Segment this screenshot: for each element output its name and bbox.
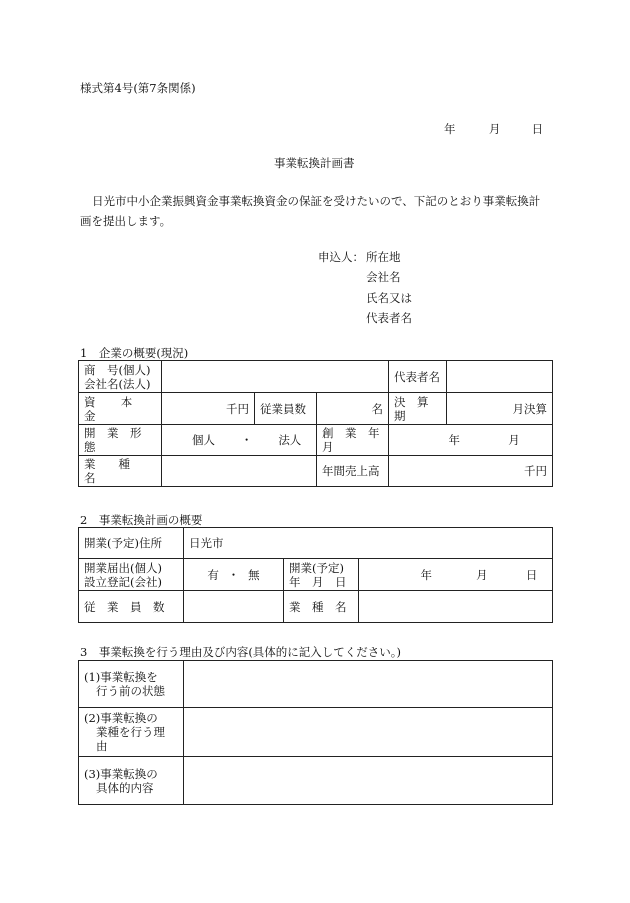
body-text-line1: 日光市中小企業振興資金事業転換資金の保証を受けたいので、下記のとおり事業転換計 — [92, 194, 541, 208]
capital-field[interactable]: 千円 — [162, 393, 255, 425]
individual-option[interactable]: 個人 — [192, 433, 215, 447]
applicant-name: 氏名又は — [366, 291, 412, 305]
separator-dot: ・ — [240, 433, 253, 447]
planned-month: 月 — [476, 567, 488, 582]
applicant-prefix: 申込人： — [318, 250, 364, 264]
trade-name-field[interactable] — [162, 361, 389, 393]
employees-label: 従業員数 — [255, 393, 317, 425]
employees-label: 従 業 員 数 — [79, 591, 184, 623]
employees-field[interactable] — [184, 591, 284, 623]
reason-content-table — [78, 660, 553, 805]
item-field-3[interactable] — [184, 757, 553, 805]
date-year: 年 — [444, 122, 456, 136]
business-form-label: 開 業 形 態 — [79, 425, 162, 456]
item-label-2: (2)事業転換の 業種を行う理 由 — [79, 708, 184, 757]
capital-label: 資 本 金 — [79, 393, 162, 425]
conversion-plan-table — [78, 527, 553, 623]
table-row — [79, 559, 553, 591]
planned-date-field[interactable] — [359, 559, 553, 591]
employees-field[interactable]: 名 — [317, 393, 389, 425]
annual-sales-label: 年間売上高 — [317, 456, 389, 487]
company-overview-table — [78, 360, 553, 487]
planned-year: 年 — [420, 567, 432, 582]
annual-sales-field[interactable]: 千円 — [389, 456, 553, 487]
planned-address-label: 開業(予定)住所 — [79, 528, 184, 559]
yes-option[interactable]: 有 — [207, 567, 219, 582]
table-row — [79, 528, 553, 559]
table-row — [79, 661, 553, 708]
founded-year: 年 — [448, 433, 461, 447]
section1-heading: 1 企業の概要(現況) — [80, 346, 189, 360]
separator-dot: ・ — [227, 567, 240, 582]
section3-heading: 3 事業転換を行う理由及び内容(具体的に記入してください。) — [80, 645, 402, 659]
applicant-address: 所在地 — [366, 250, 401, 264]
table-row — [79, 456, 553, 487]
table-row — [79, 393, 553, 425]
trade-name-label: 商 号(個人) 会社名(法人) — [79, 361, 162, 393]
corporation-option[interactable]: 法人 — [278, 433, 302, 447]
representative-label: 代表者名 — [389, 361, 447, 393]
table-row — [79, 361, 553, 393]
item-label-1: (1)事業転換を 行う前の状態 — [79, 661, 184, 708]
industry-label: 業 種 名 — [284, 591, 359, 623]
business-form-field[interactable] — [162, 425, 317, 456]
founded-month: 月 — [508, 433, 520, 447]
registration-label: 開業届出(個人) 設立登記(会社) — [79, 559, 184, 591]
founded-field[interactable] — [389, 425, 553, 456]
fiscal-label: 決 算 期 — [389, 393, 447, 425]
representative-field[interactable] — [447, 361, 553, 393]
table-row — [79, 591, 553, 623]
item-field-2[interactable] — [184, 708, 553, 757]
body-text-line2: 画を提出します。 — [80, 214, 172, 228]
section2-heading: 2 事業転換計画の概要 — [80, 513, 203, 527]
applicant-company: 会社名 — [366, 270, 401, 284]
date-month: 月 — [488, 122, 501, 136]
item-field-1[interactable] — [184, 661, 553, 708]
planned-day: 日 — [525, 567, 538, 582]
no-option[interactable]: 無 — [248, 567, 260, 582]
industry-label: 業 種 名 — [79, 456, 162, 487]
registration-field[interactable] — [184, 559, 284, 591]
table-row — [79, 708, 553, 757]
date-line — [444, 121, 543, 137]
applicant-representative: 代表者名 — [366, 311, 412, 325]
industry-field[interactable] — [359, 591, 553, 623]
date-day: 日 — [531, 122, 544, 136]
founded-label: 創 業 年 月 — [317, 425, 389, 456]
planned-address-field[interactable]: 日光市 — [184, 528, 553, 559]
form-number: 様式第4号(第7条関係) — [80, 81, 196, 95]
page-title: 事業転換計画書 — [274, 156, 355, 170]
planned-date-label: 開業(予定) 年 月 日 — [284, 559, 359, 591]
fiscal-field[interactable]: 月決算 — [447, 393, 553, 425]
industry-field[interactable] — [162, 456, 317, 487]
item-label-3: (3)事業転換の 具体的内容 — [79, 757, 184, 805]
table-row — [79, 757, 553, 805]
table-row — [79, 425, 553, 456]
